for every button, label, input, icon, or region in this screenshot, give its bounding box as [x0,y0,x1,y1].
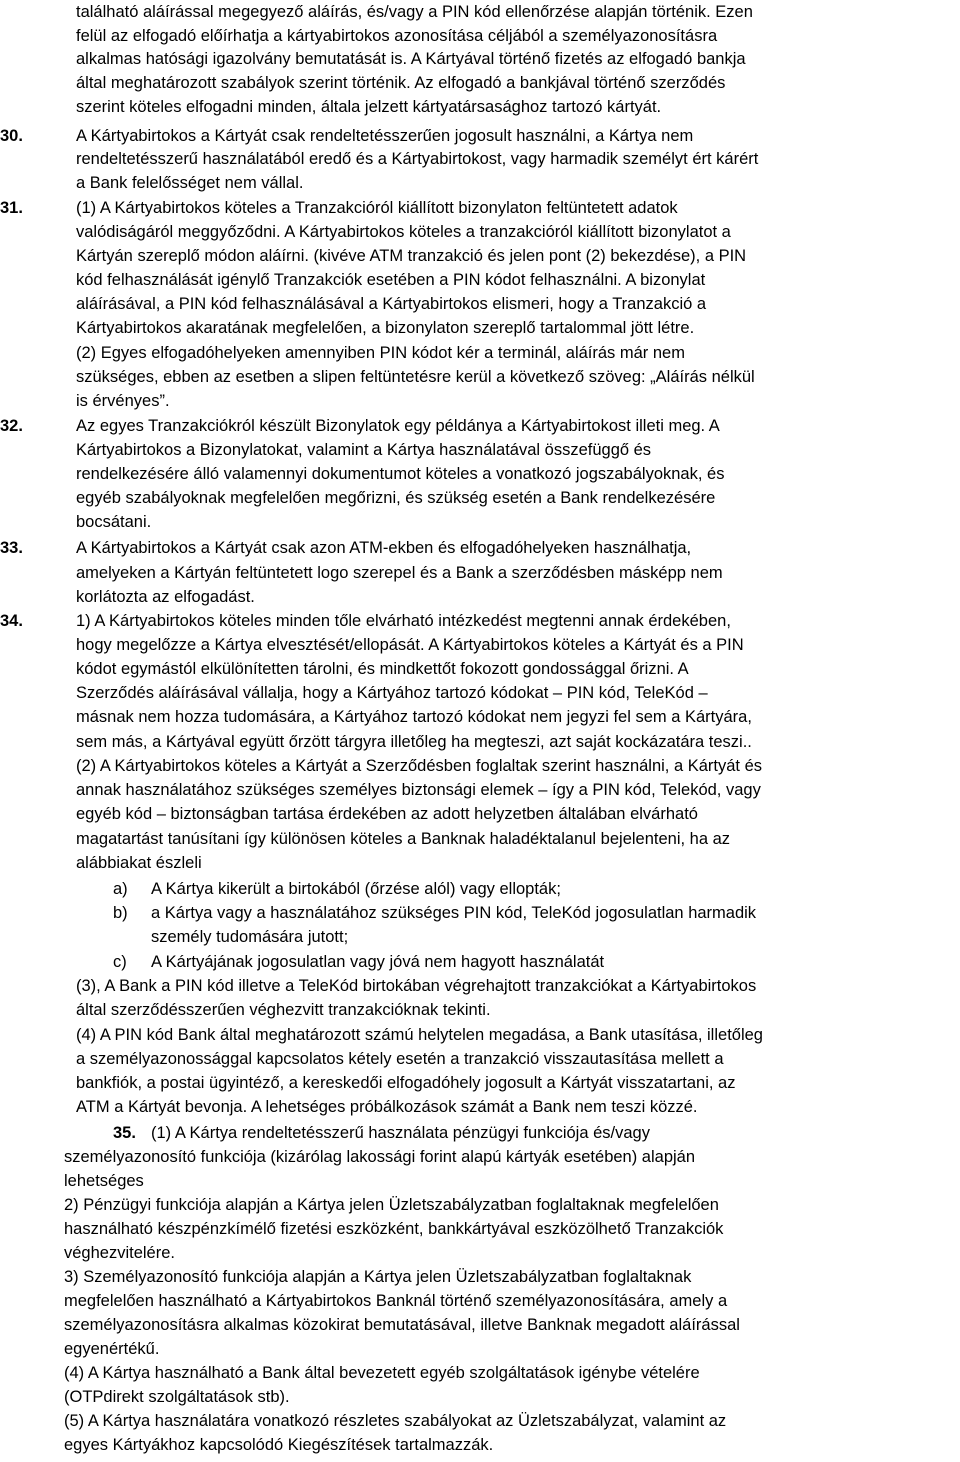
section-number: 31. [0,199,23,217]
section-number: 35. [113,1124,136,1142]
text-line: kód felhasználását igénylő Tranzakciók esetében a PIN kódot felhasználni. A bizonylat [76,271,706,289]
list-marker: b) [113,904,128,922]
text-line: Az egyes Tranzakciókról készült Bizonylatok egy példánya a Kártyabirtokost illeti meg. A [76,417,720,435]
text-line: személyazonosításra alkalmas közokirat bemutatásával, illetve Banknak megadott aláírással [64,1316,740,1334]
text-line: (4) A PIN kód Bank által meghatározott számú helytelen megadása, a Bank utasítása, illetőleg [76,1026,763,1044]
text-line: rendeltetésszerű használatából eredő és a Kártyabirtokost, vagy harmadik személyt ért kárért [76,150,759,168]
text-line: A Kártyájának jogosulatlan vagy jóvá nem hagyott használatát [151,953,605,971]
text-line: is érvényes”. [76,392,170,410]
text-line: (5) A Kártya használatára vonatkozó részletes szabályokat az Üzletszabályzat, valamint az [64,1412,727,1430]
text-line: (4) A Kártya használható a Bank által bevezetett egyéb szolgáltatások igénybe vételére [64,1364,700,1382]
section-number: 30. [0,127,23,145]
text-line: alkalmas hatósági igazolvány bemutatását is. A Kártyával történő fizetés az elfogadó bankja [76,50,746,68]
list-marker: c) [113,953,127,971]
text-line: másnak nem hozza tudomására, a Kártyához tartozó kódokat nem jegyzi fel sem a Kártyára, [76,708,752,726]
text-line: Szerződés aláírásával vállalja, hogy a Kártyához tartozó kódokat – PIN kód, TeleKód – [76,684,708,702]
text-line: lehetséges [64,1172,144,1190]
text-line: ATM a Kártyát bevonja. A lehetséges próbálkozások számát a Bank nem teszi közzé. [76,1098,698,1116]
text-line: a személyazonossággal kapcsolatos kétely esetén a tranzakció visszautasítása mellett a [76,1050,724,1068]
text-line: 2) Pénzügyi funkciója alapján a Kártya jelen Üzletszabályzatban foglaltaknak megfelelően [64,1196,719,1214]
text-line: valódiságáról meggyőződni. A Kártyabirtokos köteles a tranzakcióról kiállított bizonylatot a [76,223,731,241]
text-line: által szerződésszerűen véghezvitt tranzakcióknak tekinti. [76,1001,491,1019]
text-line: 1) A Kártyabirtokos köteles minden tőle elvárható intézkedést megtenni annak érdekében, [76,612,731,630]
text-line: A Kártya kikerült a birtokából (őrzése alól) vagy ellopták; [151,880,561,898]
text-line: egyéb szabályoknak megfelelően megőrizni, és szükség esetén a Bank rendelkezésére [76,489,716,507]
section-number: 33. [0,539,23,557]
text-line: véghezvitelére. [64,1244,175,1262]
text-line: egyes Kártyákhoz kapcsolódó Kiegészítések tartalmazzák. [64,1436,494,1454]
text-line: A Kártyabirtokos a Kártyát csak rendeltetésszerűen jogosult használni, a Kártya nem [76,127,694,145]
text-line: személyazonosító funkciója (kizárólag lakossági forint alapú kártyák esetében) alapján [64,1148,696,1166]
text-line: (OTPdirekt szolgáltatások stb). [64,1388,290,1406]
text-line: rendelkezésére álló valamennyi dokumentumot köteles a vonatkozó jogszabályoknak, és [76,465,725,483]
text-line: 3) Személyazonosító funkciója alapján a Kártya jelen Üzletszabályzatban foglaltaknak [64,1268,692,1286]
text-line: aláírásával, a PIN kód felhasználásával a Kártyabirtokos elismeri, hogy a Tranzakció a [76,295,707,313]
text-line: korlátozta az elfogadást. [76,588,255,606]
text-line: szükséges, ebben az esetben a slipen feltüntetésre kerül a következő szöveg: „Aláírás nélkül [76,368,755,386]
text-line: bankfiók, a postai ügyintéző, a kereskedői elfogadóhely jogosult a Kártyát visszatartani, az [76,1074,736,1092]
text-line: (3), A Bank a PIN kód illetve a TeleKód birtokában végrehajtott tranzakciókat a Kártyabirtokos [76,977,757,995]
text-line: megfelelően használható a Kártyabirtokos Banknál történő személyazonosítására, amely a [64,1292,728,1310]
section-number: 32. [0,417,23,435]
text-line: (1) A Kártyabirtokos köteles a Tranzakcióról kiállított bizonylaton feltüntetett adatok [76,199,678,217]
text-line: A Kártyabirtokos a Kártyát csak azon ATM-ekben és elfogadóhelyeken használhatja, [76,539,692,557]
text-line: magatartást tanúsítani így különösen köteles a Banknak haladéktalanul bejelenteni, ha az [76,830,731,848]
text-line: hogy megelőzze a Kártya elvesztését/ellopását. A Kártyabirtokos köteles a Kártyát és a PIN [76,636,744,654]
list-marker: a) [113,880,128,898]
text-line: bocsátani. [76,513,152,531]
text-line: (2) Egyes elfogadóhelyeken amennyiben PIN kódot kér a terminál, aláírás már nem [76,344,685,362]
text-line: sem más, a Kártyával együtt őrzött tárgyra illetőleg ha megteszi, azt saját kockázatára teszi.. [76,733,752,751]
text-line: egyéb kód – biztonságban tartása érdekében az adott helyzetben általában elvárható [76,805,698,823]
text-line: annak használatához szükséges személyes biztonsági elemek – így a PIN kód, Telekód, vagy [76,781,761,799]
text-line: amelyeken a Kártyán feltüntetett logo szerepel és a Bank a szerződésben másképp nem [76,564,723,582]
text-line: Kártyabirtokos akaratának megfelelően, a bizonylaton szereplő tartalommal jött létre. [76,319,695,337]
text-line: használható készpénzkímélő fizetési eszközként, bankkártyával eszközölhető Tranzakciók [64,1220,724,1238]
text-line: egyenértékű. [64,1340,160,1358]
text-line: szerint köteles elfogadni minden, általa jelzett kártyatársasághoz tartozó kártyát. [76,98,662,116]
text-line: (2) A Kártyabirtokos köteles a Kártyát a Szerződésben foglaltak szerint használni, a Kártyát és [76,757,763,775]
text-line: Kártyabirtokos a Bizonylatokat, valamint a Kártya használatával összefüggő és [76,441,652,459]
text-line: felül az elfogadó előírhatja a kártyabirtokos azonosítása céljából a személyazonosításra [76,27,718,45]
text-line: (1) A Kártya rendeltetésszerű használata pénzügyi funkciója és/vagy [151,1124,650,1142]
text-line: kódot egymástól elkülönítetten tárolni, és mindkettőt fokozott gondossággal őrizni. A [76,660,689,678]
text-line: Kártyán szereplő módon aláírni. (kivéve ATM tranzakció és jelen pont (2) bekezdése), a PIN [76,247,747,265]
text-line: személy tudomására jutott; [151,928,349,946]
text-line: a Kártya vagy a használatához szükséges PIN kód, TeleKód jogosulatlan harmadik [151,904,757,922]
text-line: található aláírással megegyező aláírás, és/vagy a PIN kód ellenőrzése alapján történik. Ezen [76,3,753,21]
text-line: a Bank felelősséget nem vállal. [76,174,304,192]
section-number: 34. [0,612,23,630]
text-line: alábbiakat észleli [76,854,202,872]
text-line: által meghatározott szabályok szerint történik. Az elfogadó a bankjával történő szerződés [76,74,726,92]
